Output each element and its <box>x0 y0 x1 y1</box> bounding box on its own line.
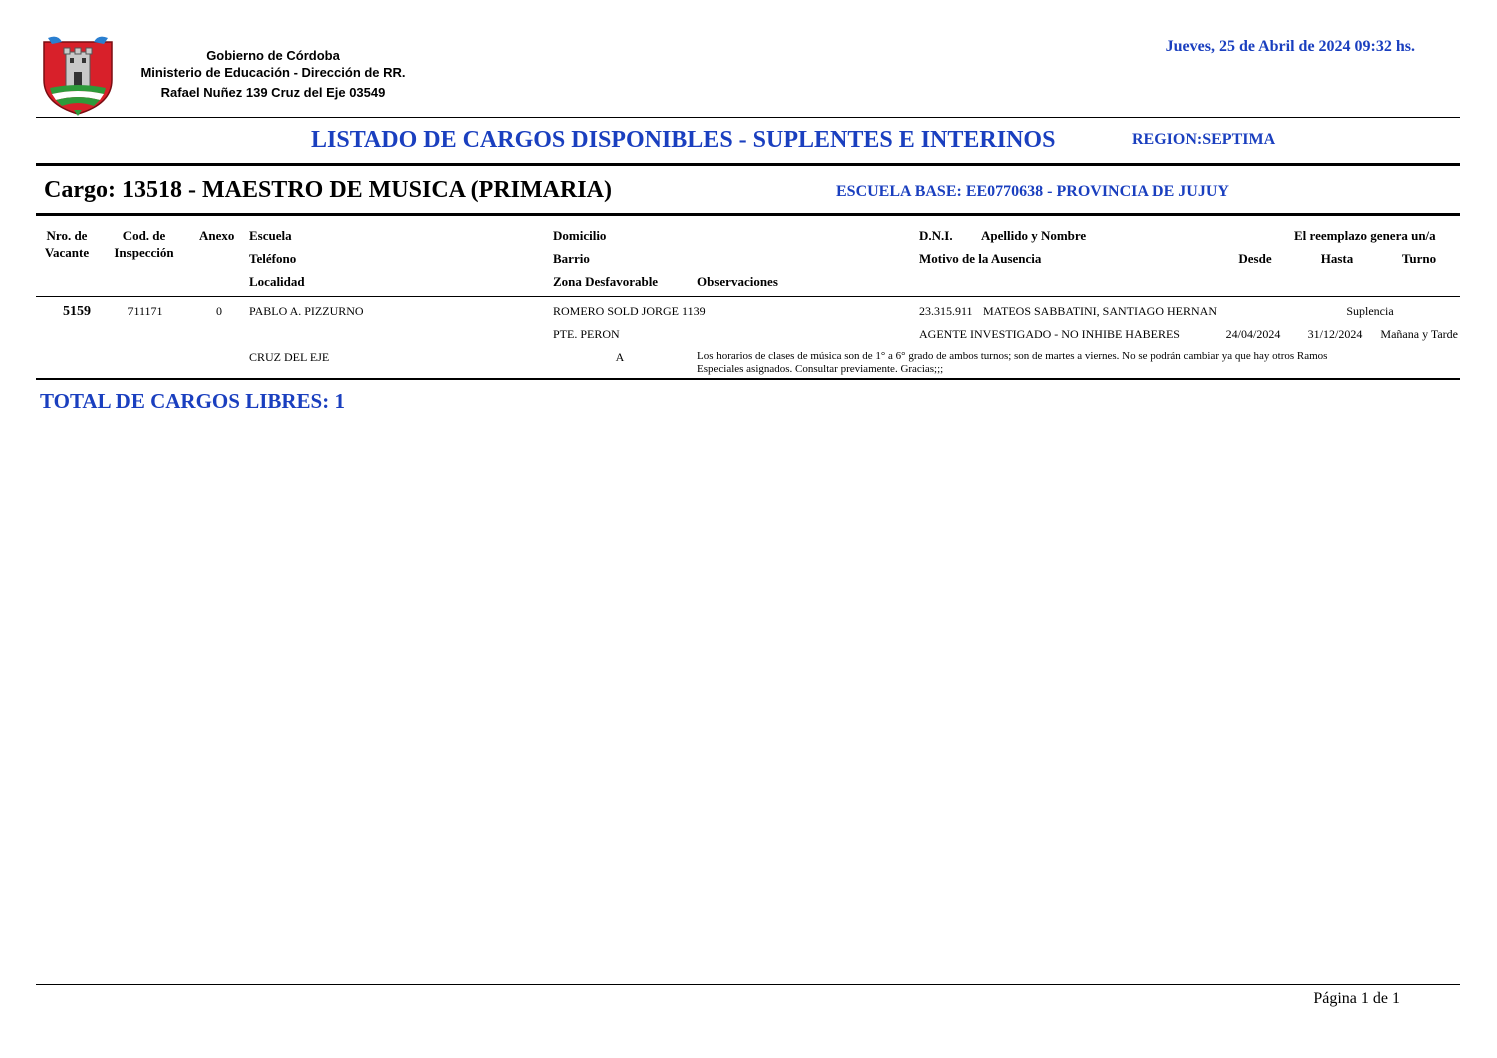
row-motivo: AGENTE INVESTIGADO - NO INHIBE HABERES <box>919 327 1180 341</box>
report-title: LISTADO DE CARGOS DISPONIBLES - SUPLENTES E INTERINOS <box>311 127 1056 153</box>
row-apellido: MATEOS SABBATINI, SANTIAGO HERNAN <box>983 304 1218 318</box>
col-nro-2: Vacante <box>44 245 90 260</box>
col-apellido: Apellido y Nombre <box>981 228 1087 243</box>
row-localidad: CRUZ DEL EJE <box>249 350 330 364</box>
divider-title <box>36 163 1460 166</box>
obs-line-2: Especiales asignados. Consultar previamente. Gracias;;; <box>697 363 944 375</box>
row-cod: 711171 <box>127 304 163 318</box>
report-datetime: Jueves, 25 de Abril de 2024 09:32 hs. <box>1165 38 1415 55</box>
divider-cargo <box>36 213 1460 216</box>
row-nro: 5159 <box>63 304 91 319</box>
region-label: REGION:SEPTIMA <box>1132 131 1276 148</box>
row-hasta: 31/12/2024 <box>1307 327 1363 341</box>
header-line-1: Gobierno de Córdoba <box>206 48 340 63</box>
col-cod-2: Inspección <box>114 245 174 260</box>
total-cargos: TOTAL DE CARGOS LIBRES: 1 <box>40 389 345 413</box>
row-escuela: PABLO A. PIZZURNO <box>249 304 364 318</box>
col-reemplazo: El reemplazo genera un/a <box>1294 228 1436 243</box>
coat-of-arms-icon <box>38 34 118 116</box>
cargo-title: Cargo: 13518 - MAESTRO DE MUSICA (PRIMARIA) <box>44 177 612 203</box>
row-observaciones <box>697 350 1327 376</box>
row-turno: Mañana y Tarde <box>1380 327 1458 341</box>
header-line-3: Rafael Nuñez 139 Cruz del Eje 03549 <box>160 85 386 100</box>
col-zona: Zona Desfavorable <box>553 274 659 289</box>
col-telefono: Teléfono <box>249 251 297 266</box>
col-observaciones: Observaciones <box>697 274 778 289</box>
col-nro-1: Nro. de <box>46 228 88 243</box>
col-dni: D.N.I. <box>919 228 953 243</box>
row-barrio: PTE. PERON <box>553 327 620 341</box>
col-desde: Desde <box>1238 251 1272 266</box>
divider-header <box>36 296 1460 297</box>
page-number: Página 1 de 1 <box>1313 990 1400 1007</box>
col-barrio: Barrio <box>553 251 590 266</box>
row-dni: 23.315.911 <box>919 304 973 318</box>
row-domicilio: ROMERO SOLD JORGE 1139 <box>553 304 706 318</box>
col-motivo: Motivo de la Ausencia <box>919 251 1042 266</box>
row-desde: 24/04/2024 <box>1225 327 1281 341</box>
col-anexo: Anexo <box>199 228 235 243</box>
col-domicilio: Domicilio <box>553 228 607 243</box>
col-escuela: Escuela <box>249 228 292 243</box>
header-line-2: Ministerio de Educación - Dirección de RR. <box>140 65 406 80</box>
divider-top <box>36 117 1460 118</box>
escuela-base: ESCUELA BASE: EE0770638 - PROVINCIA DE JUJUY <box>836 183 1229 200</box>
row-zona: A <box>615 350 625 364</box>
col-cod-1: Cod. de <box>122 228 166 243</box>
col-turno: Turno <box>1401 251 1437 266</box>
col-localidad: Localidad <box>249 274 305 289</box>
col-hasta: Hasta <box>1320 251 1354 266</box>
row-reemplazo: Suplencia <box>1346 304 1394 318</box>
row-anexo: 0 <box>216 304 222 318</box>
divider-footer <box>36 984 1460 985</box>
obs-line-1: Los horarios de clases de música son de 1° a 6° grado de ambos turnos; son de martes a viernes. No se podrán cambiar ya que hay otros Ramos <box>697 350 1328 362</box>
divider-row <box>36 378 1460 380</box>
